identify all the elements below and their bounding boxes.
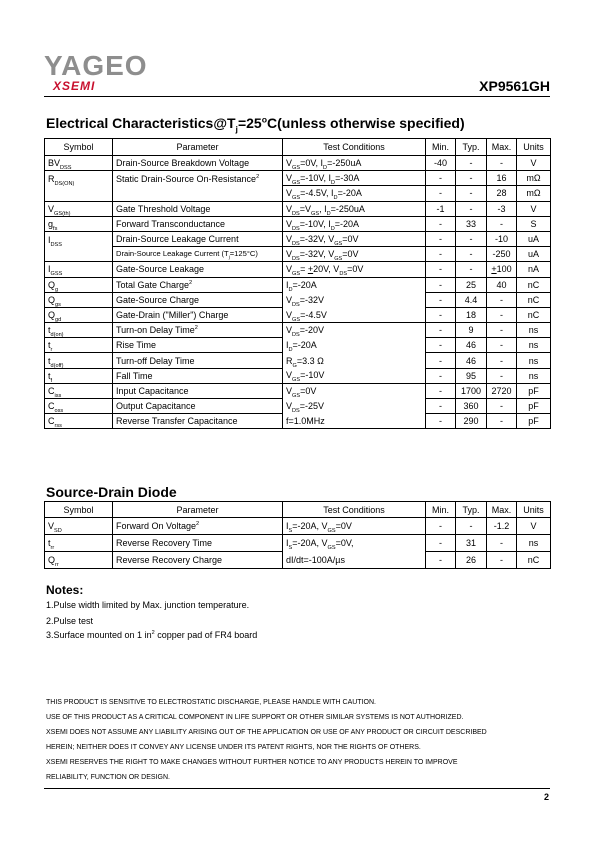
symbol-cell: $I_{GSS}$ xyxy=(45,262,113,277)
ec-col-min: Min. xyxy=(426,139,456,156)
max-cell: -1.2 xyxy=(487,518,517,535)
ec-header-row xyxy=(45,139,551,156)
condition-cell: $V_{GS}=-4.5V$, $I_D=-20A$ xyxy=(283,186,426,201)
condition-cell: $V_{DS}=-32V$ xyxy=(283,292,426,307)
max-cell: -250 xyxy=(487,247,517,262)
typ-cell: 26 xyxy=(456,552,487,569)
condition-cell: $V_{GS}=-4.5V$ xyxy=(283,307,426,322)
min-cell: - xyxy=(426,231,456,246)
max-cell: - xyxy=(487,399,517,414)
max-cell: - xyxy=(487,323,517,338)
condition-cell: $I_D=-20A$ xyxy=(283,277,426,292)
symbol-cell: $t_r$ xyxy=(45,338,113,353)
min-cell: - xyxy=(426,186,456,201)
min-cell: - xyxy=(426,535,456,552)
typ-cell: 95 xyxy=(456,368,487,383)
typ-cell: 360 xyxy=(456,399,487,414)
table-row xyxy=(45,353,551,368)
parameter-cell: Output Capacitance xyxy=(113,399,283,414)
disclaimer-line: RELIABILITY, FUNCTION OR DESIGN. xyxy=(46,774,170,781)
typ-cell: - xyxy=(456,171,487,186)
max-cell: 40 xyxy=(487,277,517,292)
condition-cell: $I_D=-20A$ xyxy=(283,338,426,353)
unit-cell: uA xyxy=(517,231,551,246)
unit-cell: nA xyxy=(517,262,551,277)
unit-cell: pF xyxy=(517,399,551,414)
typ-cell: 25 xyxy=(456,277,487,292)
min-cell: - xyxy=(426,338,456,353)
symbol-cell: $g_{fs}$ xyxy=(45,216,113,231)
typ-cell: 46 xyxy=(456,338,487,353)
condition-cell: $R_G=3.3$ Ω xyxy=(283,353,426,368)
ec-col-symbol: Symbol xyxy=(45,139,113,156)
symbol-cell: $t_{rr}$ xyxy=(45,535,113,552)
ec-table xyxy=(44,138,551,429)
table-row xyxy=(45,156,551,171)
parameter-cell: Rise Time xyxy=(113,338,283,353)
symbol-cell: $C_{iss}$ xyxy=(45,383,113,398)
max-cell: - xyxy=(487,368,517,383)
max-cell: +100 xyxy=(487,262,517,277)
parameter-cell: Drain-Source Leakage Current xyxy=(113,231,283,246)
typ-cell: 1700 xyxy=(456,383,487,398)
typ-cell: 4.4 xyxy=(456,292,487,307)
min-cell: - xyxy=(426,277,456,292)
condition-cell: f=1.0MHz xyxy=(283,414,426,429)
sd-col-units: Units xyxy=(517,502,551,518)
typ-cell: - xyxy=(456,186,487,201)
min-cell: - xyxy=(426,307,456,322)
max-cell: - xyxy=(487,292,517,307)
max-cell: - xyxy=(487,156,517,171)
disclaimer-line: XSEMI RESERVES THE RIGHT TO MAKE CHANGES WITHOUT FURTHER NOTICE TO ANY PRODUCTS HEREIN TO IMPROVE xyxy=(46,759,458,766)
condition-cell: $V_{DS}=-32V$, $V_{GS}=0V$ xyxy=(283,247,426,262)
ec-col-parameter: Parameter xyxy=(113,139,283,156)
max-cell: 2720 xyxy=(487,383,517,398)
symbol-cell: $C_{oss}$ xyxy=(45,399,113,414)
min-cell: - xyxy=(426,292,456,307)
typ-cell: 290 xyxy=(456,414,487,429)
max-cell: -10 xyxy=(487,231,517,246)
parameter-cell: Turn-off Delay Time xyxy=(113,353,283,368)
unit-cell: ns xyxy=(517,323,551,338)
condition-cell: $V_{GS}=0V$ xyxy=(283,383,426,398)
unit-cell: nC xyxy=(517,307,551,322)
table-row xyxy=(45,307,551,322)
table-row xyxy=(45,518,551,535)
sd-col-test-conditions: Test Conditions xyxy=(283,502,426,518)
condition-cell: dI/dt=-100A/µs xyxy=(283,552,426,569)
parameter-cell: Reverse Recovery Charge xyxy=(113,552,283,569)
disclaimer-line: THIS PRODUCT IS SENSITIVE TO ELECTROSTATIC DISCHARGE, PLEASE HANDLE WITH CAUTION. xyxy=(46,699,376,706)
ec-col-typ: Typ. xyxy=(456,139,487,156)
unit-cell: V xyxy=(517,156,551,171)
sd-col-symbol: Symbol xyxy=(45,502,113,518)
typ-cell: - xyxy=(456,247,487,262)
table-row xyxy=(45,323,551,338)
typ-cell: - xyxy=(456,201,487,216)
footer-divider xyxy=(44,788,550,789)
unit-cell: mΩ xyxy=(517,171,551,186)
symbol-cell: $Q_{gd}$ xyxy=(45,307,113,322)
notes-title: Notes: xyxy=(46,583,84,597)
sd-section-title: Source-Drain Diode xyxy=(46,484,177,500)
sd-col-parameter: Parameter xyxy=(113,502,283,518)
max-cell: 16 xyxy=(487,171,517,186)
typ-cell: 31 xyxy=(456,535,487,552)
table-row xyxy=(45,216,551,231)
condition-cell: $V_{DS}=-32V$, $V_{GS}=0V$ xyxy=(283,231,426,246)
typ-cell: - xyxy=(456,518,487,535)
symbol-cell: $t_{d(off)}$ xyxy=(45,353,113,368)
disclaimer-line: HEREIN; NEITHER DOES IT CONVEY ANY LICENSE UNDER ITS PATENT RIGHTS, NOR THE RIGHTS OF OTHERS. xyxy=(46,744,421,751)
parameter-cell: Gate-Drain ("Miller") Charge xyxy=(113,307,283,322)
parameter-cell: Gate-Source Charge xyxy=(113,292,283,307)
min-cell: - xyxy=(426,552,456,569)
parameter-cell: Gate-Source Leakage xyxy=(113,262,283,277)
table-row xyxy=(45,383,551,398)
unit-cell: S xyxy=(517,216,551,231)
ec-col-test-conditions: Test Conditions xyxy=(283,139,426,156)
unit-cell: ns xyxy=(517,338,551,353)
typ-cell: 18 xyxy=(456,307,487,322)
note-1: 1.Pulse width limited by Max. junction temperature. xyxy=(46,600,250,610)
table-row xyxy=(45,171,551,186)
symbol-cell: $I_{DSS}$ xyxy=(45,231,113,261)
unit-cell: ns xyxy=(517,353,551,368)
parameter-cell: Forward On Voltage$^2$ xyxy=(113,518,283,535)
page-number: 2 xyxy=(543,792,549,802)
table-row xyxy=(45,368,551,383)
max-cell: 28 xyxy=(487,186,517,201)
unit-cell: pF xyxy=(517,383,551,398)
typ-cell: 9 xyxy=(456,323,487,338)
condition-cell: $V_{DS}=V_{GS}$, $I_D=-250uA$ xyxy=(283,201,426,216)
typ-cell: 33 xyxy=(456,216,487,231)
sd-table xyxy=(44,501,551,569)
unit-cell: V xyxy=(517,201,551,216)
condition-cell: $V_{GS}=-10V$ xyxy=(283,368,426,383)
min-cell: - xyxy=(426,383,456,398)
parameter-cell: Drain-Source Breakdown Voltage xyxy=(113,156,283,171)
symbol-cell: $V_{GS(th)}$ xyxy=(45,201,113,216)
parameter-cell: Forward Transconductance xyxy=(113,216,283,231)
min-cell: - xyxy=(426,323,456,338)
typ-cell: 46 xyxy=(456,353,487,368)
min-cell: - xyxy=(426,368,456,383)
table-row xyxy=(45,338,551,353)
symbol-cell: $t_f$ xyxy=(45,368,113,383)
parameter-cell: Input Capacitance xyxy=(113,383,283,398)
header-divider xyxy=(44,96,550,97)
typ-cell: - xyxy=(456,262,487,277)
table-row xyxy=(45,552,551,569)
parameter-cell: Fall Time xyxy=(113,368,283,383)
ec-col-units: Units xyxy=(517,139,551,156)
condition-cell: $V_{GS}= +20V$, $V_{DS}=0V$ xyxy=(283,262,426,277)
ec-col-max: Max. xyxy=(487,139,517,156)
symbol-cell: $Q_{rr}$ xyxy=(45,552,113,569)
max-cell: - xyxy=(487,338,517,353)
table-row xyxy=(45,201,551,216)
min-cell: -1 xyxy=(426,201,456,216)
typ-cell: - xyxy=(456,156,487,171)
max-cell: - xyxy=(487,414,517,429)
symbol-cell: $Q_{gs}$ xyxy=(45,292,113,307)
unit-cell: nC xyxy=(517,277,551,292)
max-cell: - xyxy=(487,535,517,552)
symbol-cell: $R_{DS(ON)}$ xyxy=(45,171,113,201)
max-cell: - xyxy=(487,307,517,322)
condition-cell: $V_{GS}=0V$, $I_D=-250uA$ xyxy=(283,156,426,171)
table-row xyxy=(45,414,551,429)
min-cell: - xyxy=(426,216,456,231)
max-cell: -3 xyxy=(487,201,517,216)
part-number: XP9561GH xyxy=(479,78,550,94)
symbol-cell: $BV_{DSS}$ xyxy=(45,156,113,171)
unit-cell: pF xyxy=(517,414,551,429)
ec-section-title: Electrical $Characteristics@T_j=25^oC(unless$ otherwise specified) xyxy=(46,114,465,134)
disclaimer-line: USE OF THIS PRODUCT AS A CRITICAL COMPONENT IN LIFE SUPPORT OR OTHER SIMILAR SYSTEMS IS NOT AUTHORIZED. xyxy=(46,714,464,721)
table-row xyxy=(45,262,551,277)
table-row xyxy=(45,535,551,552)
condition-cell: $V_{GS}=-10V$, $I_D=-30A$ xyxy=(283,171,426,186)
table-row xyxy=(45,399,551,414)
sd-header-row xyxy=(45,502,551,518)
condition-cell: $V_{DS}=-25V$ xyxy=(283,399,426,414)
min-cell: - xyxy=(426,399,456,414)
min-cell: - xyxy=(426,414,456,429)
table-row xyxy=(45,247,551,262)
condition-cell: $I_S=-20A$, $V_{GS}=0V$ xyxy=(283,518,426,535)
condition-cell: $I_S=-20A$, $V_{GS}=0V$, xyxy=(283,535,426,552)
parameter-cell: Reverse Recovery Time xyxy=(113,535,283,552)
table-row xyxy=(45,231,551,246)
parameter-cell: Drain-Source Leakage Current $(T_j=125^\circ C)$ xyxy=(113,247,283,262)
note-3: 3.Surface mounted on 1 $in^2$ copper pad of FR4 board xyxy=(46,630,258,640)
unit-cell: ns xyxy=(517,535,551,552)
unit-cell: nC xyxy=(517,552,551,569)
max-cell: - xyxy=(487,552,517,569)
table-row xyxy=(45,277,551,292)
symbol-cell: $t_{d(on)}$ xyxy=(45,323,113,338)
table-row xyxy=(45,292,551,307)
note-2: 2.Pulse test xyxy=(46,616,94,626)
min-cell: -40 xyxy=(426,156,456,171)
xsemi-logo: XSEMI xyxy=(53,79,96,93)
sd-col-typ: Typ. xyxy=(456,502,487,518)
unit-cell: ns xyxy=(517,368,551,383)
symbol-cell: $C_{rss}$ xyxy=(45,414,113,429)
unit-cell: uA xyxy=(517,247,551,262)
parameter-cell: Reverse Transfer Capacitance xyxy=(113,414,283,429)
sd-col-min: Min. xyxy=(426,502,456,518)
min-cell: - xyxy=(426,171,456,186)
parameter-cell: Gate Threshold Voltage xyxy=(113,201,283,216)
parameter-cell: Static Drain-Source On-Resistance$^2$ xyxy=(113,171,283,201)
min-cell: - xyxy=(426,518,456,535)
typ-cell: - xyxy=(456,231,487,246)
min-cell: - xyxy=(426,247,456,262)
condition-cell: $V_{DS}=-10V$, $I_D=-20A$ xyxy=(283,216,426,231)
min-cell: - xyxy=(426,353,456,368)
parameter-cell: Turn-on Delay Time$^2$ xyxy=(113,323,283,338)
symbol-cell: $V_{SD}$ xyxy=(45,518,113,535)
symbol-cell: $Q_g$ xyxy=(45,277,113,292)
max-cell: - xyxy=(487,353,517,368)
disclaimer-line: XSEMI DOES NOT ASSUME ANY LIABILITY ARISING OUT OF THE APPLICATION OR USE OF ANY PRODUCT OR CIRCUIT DESCRIBED xyxy=(46,729,487,736)
max-cell: - xyxy=(487,216,517,231)
yageo-logo: YAGEO xyxy=(44,50,148,81)
parameter-cell: Total Gate Charge$^2$ xyxy=(113,277,283,292)
unit-cell: V xyxy=(517,518,551,535)
min-cell: - xyxy=(426,262,456,277)
sd-col-max: Max. xyxy=(487,502,517,518)
condition-cell: $V_{DS}=-20V$ xyxy=(283,323,426,338)
unit-cell: mΩ xyxy=(517,186,551,201)
unit-cell: nC xyxy=(517,292,551,307)
